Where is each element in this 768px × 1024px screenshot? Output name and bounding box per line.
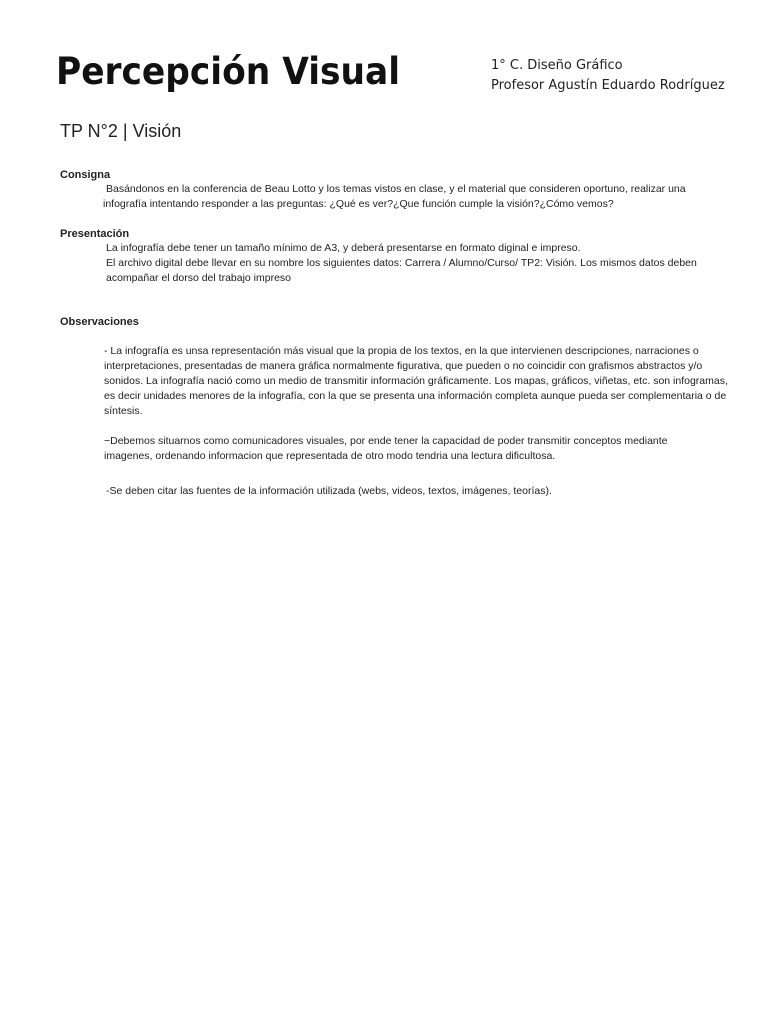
consigna-heading: Consigna	[60, 169, 111, 181]
assignment-subtitle: TP N°2 | Visión	[60, 121, 182, 141]
presentacion-line2: El archivo digital debe llevar en su nombre los siguientes datos: Carrera / Alumno/Curso/ TP2: Visión. Los mismos datos deben acompañar el dorso del trabajo impreso	[106, 257, 697, 284]
consigna-text: Basándonos en la conferencia de Beau Lotto y los temas vistos en clase, y el material que consideren oportuno, realizar una infografía intentando responder a las preguntas: ¿Qué es ver?¿Que función cumple la visión?¿Cómo vemos?	[103, 183, 686, 210]
observaciones-paragraph-3: -Se deben citar las fuentes de la información utilizada (webs, videos, textos, imágenes, teorías).	[106, 485, 552, 497]
presentacion-heading: Presentación	[60, 228, 130, 240]
course-info	[491, 56, 725, 96]
professor-name: Profesor Agustín Eduardo Rodríguez	[491, 78, 725, 93]
observaciones-paragraph-1: - La infografía es unsa representación más visual que la propia de los textos, en la que intervienen descripciones, narraciones o interpretaciones, presentadas de manera gráfica normalmente figurativa, que pueden o no coincidir con grafismos abstractos y/o sonidos. La infografía nació como un medio de transmitir información gráficamente. Los mapas, gráficos, viñetas, etc. son infogramas, es decir unidades menores de la infografía, con la que se presenta una información completa aunque pueda ser complementaria o de síntesis.	[104, 345, 728, 417]
course-name: 1° C. Diseño Gráfico	[491, 58, 623, 73]
observaciones-heading: Observaciones	[60, 316, 139, 328]
presentacion-line1: La infografía debe tener un tamaño mínimo de A3, y deberá presentarse en formato diginal e impreso.	[106, 242, 581, 254]
document-title: Percepción Visual	[56, 50, 401, 93]
observaciones-paragraph-2: −Debemos situarnos como comunicadores visuales, por ende tener la capacidad de poder transmitir conceptos mediante imagenes, ordenando informacion que representada de otro modo tendria una lectura dificultosa.	[104, 435, 668, 462]
